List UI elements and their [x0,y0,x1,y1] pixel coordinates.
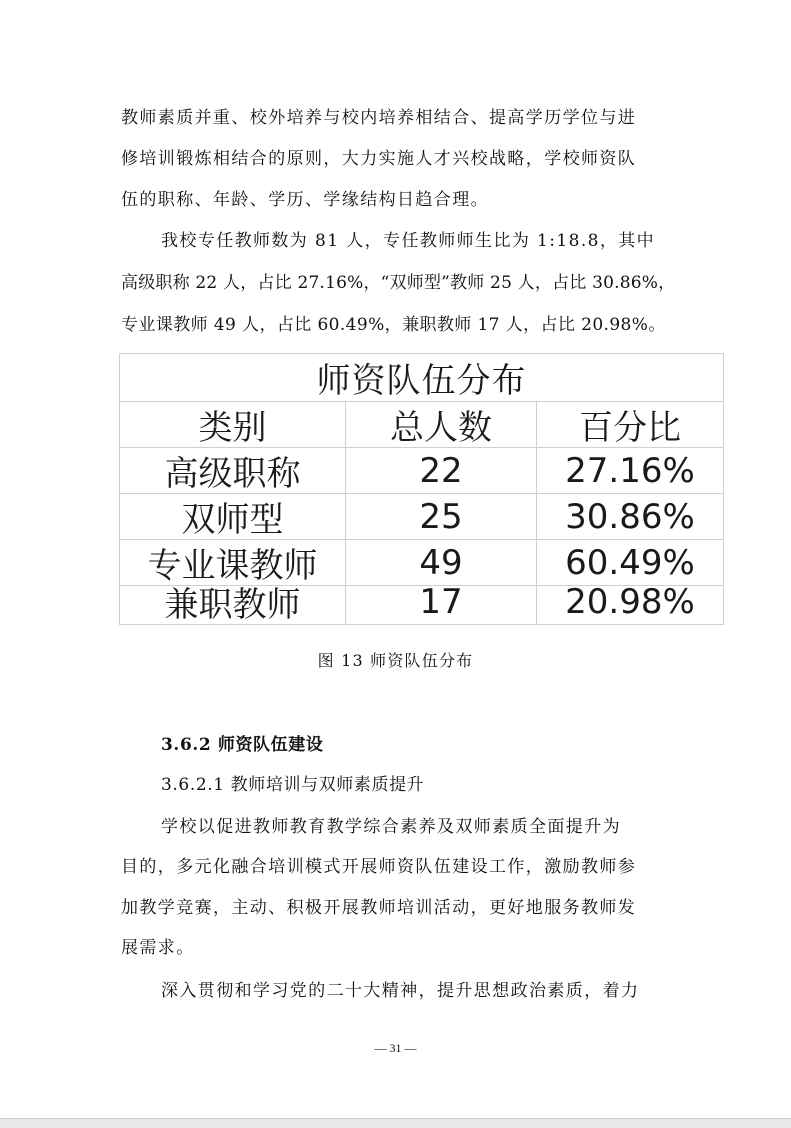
table-title: 师资队伍分布 [120,354,723,402]
paragraph-line: 我校专任教师数为 81 人，专任教师师生比为 1:18.8，其中 [161,231,656,251]
page-number: — 31 — [374,1041,417,1055]
table-row [120,448,723,494]
table-cell-percent: 27.16% [565,450,695,491]
table-cell-count: 22 [346,448,537,493]
table-cell-category: 兼职教师 [120,579,346,624]
subsection-heading: 3.6.2.1 教师培训与双师素质提升 [161,775,425,795]
paragraph-line: 深入贯彻和学习党的二十大精神，提升思想政治素质，着力 [161,981,640,1001]
paragraph-line: 高级职称 22 人，占比 27.16%，“双师型”教师 25 人，占比 30.86%， [121,273,676,293]
table-row [120,494,723,540]
faculty-distribution-table [119,353,724,625]
paragraph-line: 伍的职称、年龄、学历、学缘结构日趋合理。 [121,190,489,210]
table-cell-percent: 60.49% [565,542,695,583]
figure-caption: 图 13 师资队伍分布 [317,651,474,670]
section-heading: 3.6.2 师资队伍建设 [161,735,324,755]
table-header-cell: 百分比 [579,408,681,448]
paragraph-line: 学校以促进教师教育教学综合素养及双师素质全面提升为 [161,817,621,837]
table-row [120,579,723,624]
table-cell-count: 49 [346,540,537,585]
table-header-cell: 类别 [120,402,346,447]
table-header-cell: 总人数 [346,402,537,447]
table-cell-category: 高级职称 [120,448,346,493]
paragraph-line: 加教学竞赛，主动、积极开展教师培训活动，更好地服务教师发 [121,898,637,918]
table-cell-count: 17 [346,579,537,624]
paragraph-line: 目的，多元化融合培训模式开展师资队伍建设工作，激励教师参 [121,857,637,877]
table-header-row [120,402,723,448]
table-cell-count: 25 [346,494,537,539]
paragraph-line: 专业课教师 49 人，占比 60.49%，兼职教师 17 人，占比 20.98%。 [121,315,666,335]
table-cell-percent: 30.86% [565,496,695,537]
paragraph-line: 教师素质并重、校外培养与校内培养相结合、提高学历学位与进 [121,108,637,128]
table-cell-category: 双师型 [120,494,346,539]
paragraph-line: 修培训锻炼相结合的原则，大力实施人才兴校战略，学校师资队 [121,149,637,169]
table-cell-category: 专业课教师 [120,540,346,585]
paragraph-line: 展需求。 [121,938,195,958]
table-cell-percent: 20.98% [565,581,695,622]
